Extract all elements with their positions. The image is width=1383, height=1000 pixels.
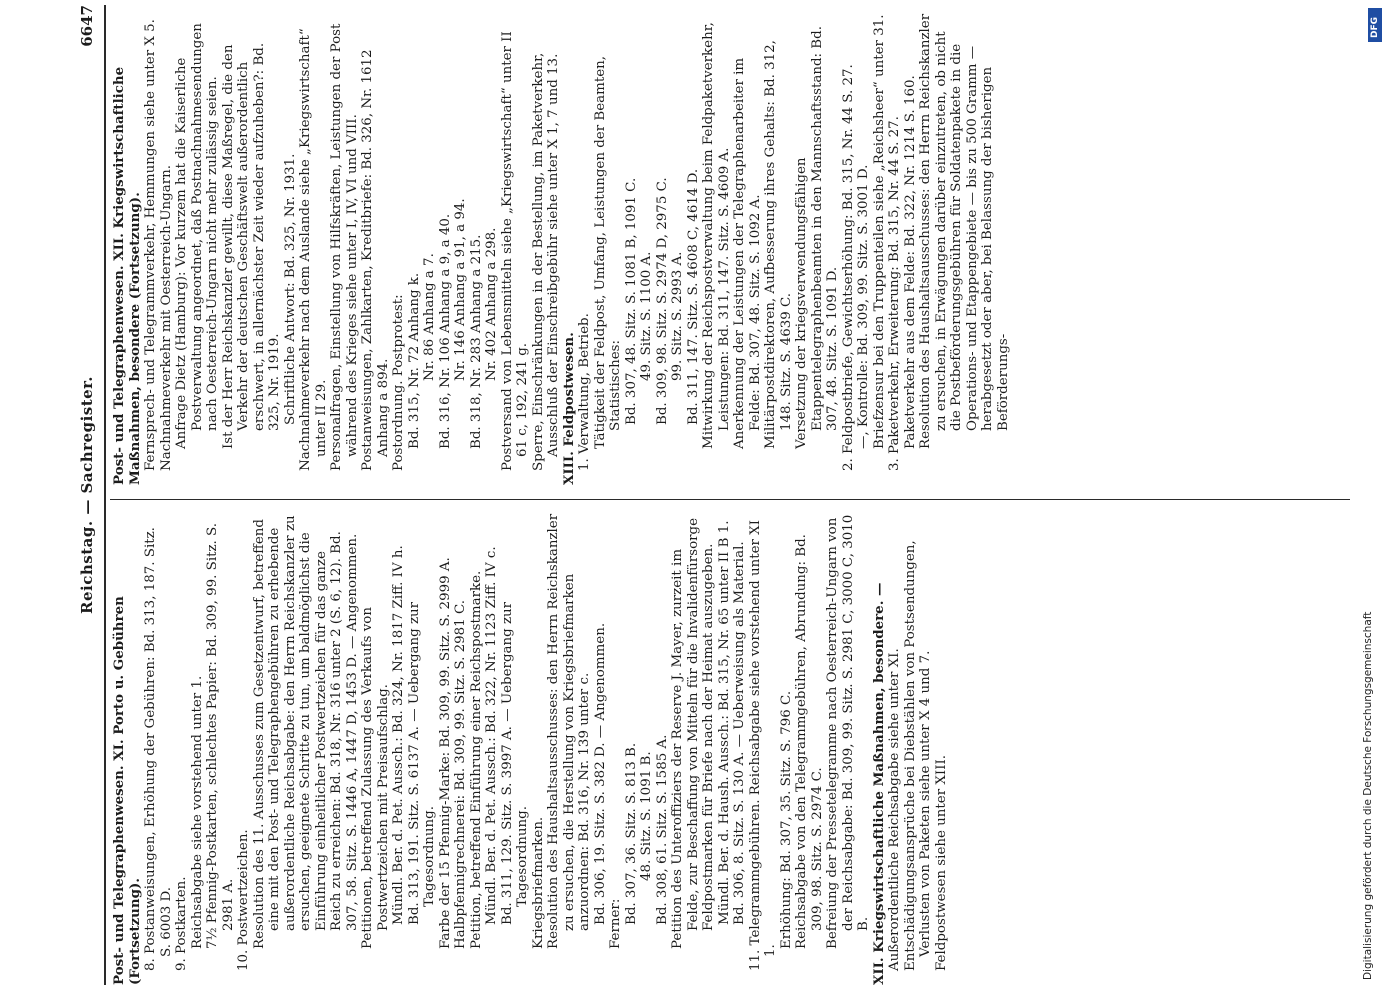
index-entry: Bd. 306, 8. Sitz. S. 130 A. — Ueberweisung als Material. [732, 541, 747, 925]
index-entry: 1. Verwaltung, Betrieb. [577, 313, 592, 471]
index-entry: 48. Sitz. S. 1091 B. [639, 751, 654, 881]
index-entry: Tätigkeit der Feldpost, Umfang, Leistungen der Beamten, Statistisches: [592, 55, 623, 449]
index-entry: Briefzensur bei den Truppenteilen siehe „Reichsheer“ unter 31. [871, 14, 887, 449]
index-entry: Feldpostwesen siehe unter XIII. [933, 754, 949, 971]
index-entry: Personalfragen, Einstellung von Hilfskräften, Leistungen der Post während des Krieges siehe unter I, IV, VI und VIII. [329, 23, 360, 471]
index-entry: Postanweisungen, Zahlkarten, Kreditbriefe: Bd. 326, Nr. 1612 Anhang a 894. [360, 49, 391, 471]
dfg-logo-text: DFG [1370, 16, 1380, 38]
index-entry: 10. Postwertzeichen. [236, 829, 251, 971]
index-entry: Postordnung. Postprotest: [391, 294, 406, 471]
index-entry: 3. Paketverkehr, Erweiterung: Bd. 315, Nr. 44 S. 27. [887, 116, 902, 471]
section-heading: XII. Kriegswirtschaftliche Maßnahmen, besondere. — [870, 582, 887, 985]
index-entry: Entschädigungsansprüche bei Diebstählen von Postsendungen, Verlusten von Paketen siehe unter X 4 und 7. [902, 540, 933, 971]
section-heading: XIII. Feldpostwesen. [560, 332, 577, 485]
index-entry: Mündl. Ber. d. Pet. Aussch.: Bd. 324, Nr. 1817 Ziff. IV h. [391, 545, 406, 925]
side-stamp [1340, 20, 1380, 980]
index-entry: Farbe der 15 Pfennig-Marke: Bd. 309, 99. Sitz. S. 2999 A. [437, 557, 453, 949]
rotated-page [78, 5, 1378, 985]
index-entry: Mündl. Ber. d. Haush. Aussch.: Bd. 315, Nr. 65 unter II B 1. [716, 520, 732, 925]
index-entry: Bd. 311, 147. Sitz. S. 4608 C, 4614 D. [685, 168, 701, 425]
index-entry: Bd. 309, 98. Sitz. S. 2974 D, 2975 C. [654, 177, 670, 425]
index-entry: 8. Postanweisungen, Erhöhung der Gebühren: Bd. 313, 187. Sitz. S. 6003 D. [143, 527, 174, 971]
index-entry: Militärpostdirektoren, Aufbesserung ihres Gehalts: Bd. 312, 148. Sitz. S. 4639 C. [763, 40, 794, 449]
header-rule [104, 5, 106, 985]
index-entry: Petition des Unteroffiziers der Reserve J. Mayer, zurzeit im Felde, zur Beschaffung von Mitteln für die Invalidenfürsorge Feldpostmarken für Briefe nach der Heimat auszugeben. [670, 517, 716, 949]
index-entry: Bd. 307, 48. Sitz. S. 1081 B, 1091 C. [623, 177, 639, 425]
index-entry: Resolution des Haushaltsausschusses: den Herrn Reichskanzler zu ersuchen, die Herstellung von Kriegsbriefmarken anzuordnen: Bd. 316, Nr. 139 unter c. [546, 513, 592, 949]
index-entry: Mitwirkung der Reichspostverwaltung beim Feldpaketverkehr, Leistungen: Bd. 311, 147. Sitz. S. 4609 A. [701, 22, 732, 449]
index-entry: Schriftliche Antwort: Bd. 325, Nr. 1931. [282, 153, 298, 425]
index-entry: Resolution des 11. Ausschusses zum Gesetzentwurf, betreffend eine mit den Post- und Telegraphengebühren zu erhebende außerordentliche Reichsabgabe: den Herrn Reichskanzler zu ersuchen, geeignete Schritte zu tun, um baldmöglichst die Einführung einheitlicher Postwertzeichen für das ganze Reich zu erreichen: Bd. 318, Nr. 316 unter 2 (S. 6, 12). Bd. 307, 58. Sitz. S. 1446 A, 1447 D, 1453 D. — Angenommen. [251, 515, 360, 949]
index-entry: Petitionen, betreffend Zulassung des Verkaufs von Postwertzeichen mit Preisaufschlag. [360, 607, 391, 949]
index-entry: Reichsabgabe siehe vorstehend unter 1. [189, 675, 205, 949]
index-entry: Bd. 306, 19. Sitz. S. 382 D. — Angenommen. [592, 622, 608, 925]
index-entry: Kriegsbriefmarken. [530, 816, 546, 949]
index-entry: 49. Sitz. S. 1100 A. [639, 251, 654, 381]
index-entry: Nr. 146 Anhang a 91, a 94. [453, 198, 468, 381]
index-entry: Außerordentliche Reichsabgabe siehe unter XI. [887, 648, 902, 971]
index-entry: Anfrage Dietz (Hamburg): Vor kurzem hat die Kaiserliche Postverwaltung angeordnet, daß Postnachnahmesendungen nach Oesterreich-Ungarn nicht mehr zulässig seien. [174, 23, 220, 449]
index-entry: Bd. 315, Nr. 72 Anhang k. [406, 272, 422, 449]
index-entry: Bd. 313, 191. Sitz. S. 6137 A. — Uebergang zur Tagesordnung. [406, 601, 437, 925]
index-entry: Nr. 86 Anhang a 7. [422, 253, 437, 381]
column-divider [110, 499, 1350, 500]
index-entry: Postversand von Lebensmitteln siehe „Kriegswirtschaft“ unter II 61 c, 192, 241 g. [499, 31, 530, 471]
index-entry: 7½ Pfennig-Postkarten, schlechtes Papier: Bd. 309, 99. Sitz. S. 2981 A. [205, 522, 236, 949]
index-entry: Nachnahmeverkehr mit Oesterreich-Ungarn. [158, 165, 174, 471]
index-entry: Bd. 318, Nr. 283 Anhang a 215. [468, 234, 484, 449]
index-entry: —, Kontrolle: Bd. 309, 99. Sitz. S. 3001 D. [856, 164, 871, 449]
page-header [78, 5, 102, 985]
index-entry: Nachnahmeverkehr nach dem Auslande siehe „Kriegswirtschaft“ unter II 29. [298, 28, 329, 471]
index-entry: Bd. 307, 36. Sitz. S. 813 B. [623, 742, 639, 925]
section-heading: Post- und Telegraphenwesen. XI. Porto u. Gebühren (Fortsetzung). [111, 596, 143, 985]
index-entry: Resolution des Haushaltsausschusses: den Herrn Reichskanzler zu ersuchen, in Erwägungen darüber einzutreten, ob nicht die Postbeförderungsgebühren für Soldatenpakete in die Operations- und Etappengebiete — bis zu 500 Gramm — herabgesetzt oder aber, bei Belassung der bisherigen Beförderungs- [918, 13, 1011, 449]
index-entry: Versetzung der kriegsverwendungsfähigen Etappentelegraphenbeamten in den Mannschaftsstand: Bd. 307, 48. Sitz. S. 1091 D. [794, 26, 840, 449]
index-entry: Befreiung der Pressetelegramme nach Oesterreich-Ungarn von der Reichsabgabe: Bd. 309, 99. Sitz. S. 2981 C, 3000 C, 3010 B. [825, 514, 871, 949]
left-column [112, 513, 949, 985]
index-entry: Ferner: [608, 898, 623, 949]
running-title: Reichstag. — Sachregister. [78, 376, 96, 614]
index-entry: Fernsprech- und Telegrammverkehr, Hemmungen siehe unter X 5. [143, 19, 158, 471]
index-entry: 99. Sitz. S. 2993 A. [670, 251, 685, 381]
index-entry: Reichsabgabe von den Telegrammgebühren, Abrundung: Bd. 309, 98. Sitz. S. 2974 C. [794, 534, 825, 949]
index-entry: Anerkennung der Leistungen der Telegraphenarbeiter im Felde: Bd. 307, 48. Sitz. S. 1092 A. [732, 57, 763, 449]
index-entry: Bd. 308, 61. Sitz. S. 1585 A. [654, 734, 670, 925]
index-entry: Nr. 402 Anhang a 298. [484, 227, 499, 381]
index-entry: Petition, betreffend Einführung einer Reichspostmarke. [468, 570, 484, 949]
index-entry: Sperre, Einschränkungen in der Bestellung, im Paketverkehr, Ausschluß der Einschreibgebühr siehe unter X 1, 7 und 13. [530, 52, 561, 471]
section-heading: Post- und Telegraphenwesen. XII. Kriegswirtschaftliche Maßnahmen, besondere (Fortsetzung). [111, 66, 143, 485]
index-entry: Erhöhung: Bd. 307, 35. Sitz. S. 796 C. [778, 690, 794, 949]
index-entry: Bd. 316, Nr. 106 Anhang a 9, a 40. [437, 213, 453, 449]
right-column [112, 13, 1011, 485]
index-entry: Ist der Herr Reichskanzler gewillt, diese Maßregel, die den Verkehr der deutschen Geschäftswelt außerordentlich erschwert, in allernächster Zeit wieder aufzuheben?: Bd. 325, Nr. 1919. [220, 42, 282, 449]
page-number: 6647 [78, 5, 96, 47]
index-entry: 11. Telegrammgebühren. Reichsabgabe siehe vorstehend unter XI 1. [747, 520, 778, 971]
index-entry: 2. Feldpostbriefe, Gewichtserhöhung: Bd. 315, Nr. 44 S. 27. [840, 64, 856, 471]
digitization-credit: Digitalisierung gefördert durch die Deutsche Forschungsgemeinschaft [1362, 611, 1374, 980]
index-entry: Bd. 311, 129. Sitz. S. 3997 A. — Uebergang zur Tagesordnung. [499, 601, 530, 925]
index-entry: Paketverkehr aus dem Felde: Bd. 322, Nr. 1214 S. 160. [902, 75, 918, 449]
index-entry: Mündl. Ber. d. Pet. Aussch.: Bd. 322, Nr. 1123 Ziff. IV c. [484, 546, 499, 925]
index-entry: Halbpfennigrechnerei: Bd. 309, 99. Sitz. S. 2981 C. [453, 600, 468, 949]
index-entry: 9. Postkarten. [174, 876, 189, 971]
